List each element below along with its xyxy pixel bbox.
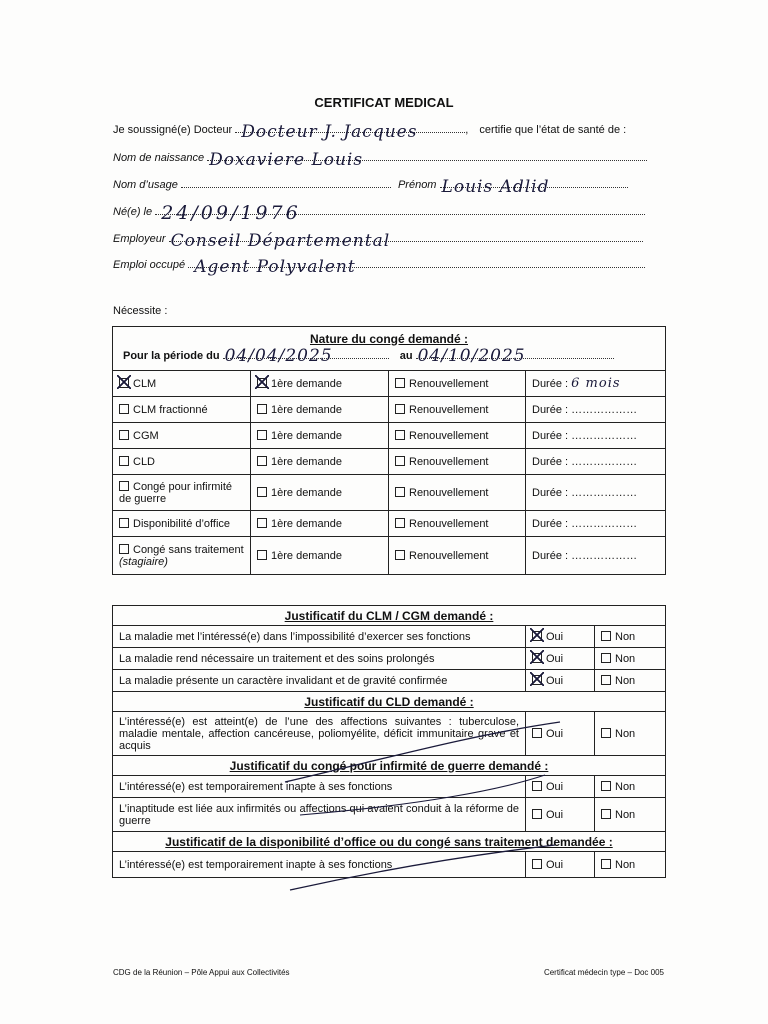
au-label: au bbox=[399, 349, 413, 362]
duree-label: Durée : bbox=[532, 455, 569, 468]
ne-value: 24/09/1976 bbox=[161, 202, 301, 224]
nom-usage-label: Nom d’usage bbox=[113, 179, 178, 191]
prenom-value: Louis Adlid bbox=[441, 177, 550, 197]
type-label: CLM bbox=[133, 377, 157, 390]
non-label: Non bbox=[615, 727, 636, 740]
demande-label: 1ère demande bbox=[271, 517, 342, 530]
justif-text: La maladie présente un caractère invalidant et de gravité confirmée bbox=[113, 670, 526, 692]
duree-value: 6 mois bbox=[571, 376, 621, 391]
duree-cell[interactable]: Durée : ……………… bbox=[526, 511, 666, 537]
duree-label: Durée : bbox=[532, 517, 569, 530]
renouvellement-label: Renouvellement bbox=[409, 517, 489, 530]
non-label: Non bbox=[615, 674, 636, 687]
justif-text: L’intéressé(e) est temporairement inapte à ses fonctions bbox=[113, 852, 526, 878]
oui-label: Oui bbox=[546, 858, 564, 871]
duree-cell[interactable]: Durée : ……………… bbox=[526, 423, 666, 449]
demande-label: 1ère demande bbox=[271, 403, 342, 416]
prenom-label: Prénom bbox=[397, 179, 437, 191]
renouvellement-label: Renouvellement bbox=[409, 549, 489, 562]
dispo-header: Justificatif de la disponibilité d’office ou du congé sans traitement demandée : bbox=[113, 832, 666, 852]
justif-text: L’inaptitude est liée aux infirmités ou affections qui avaient conduit à la réforme de guerre bbox=[113, 798, 526, 832]
duree-label: Durée : bbox=[532, 378, 569, 390]
cld-header: Justificatif du CLD demandé : bbox=[113, 692, 666, 712]
non-label: Non bbox=[615, 858, 636, 871]
ne-label: Né(e) le bbox=[113, 206, 153, 218]
employeur-label: Employeur bbox=[113, 233, 166, 245]
renouvellement-label: Renouvellement bbox=[409, 377, 489, 390]
type-sub-label: (stagiaire) bbox=[119, 555, 168, 568]
duree-label: Durée : bbox=[532, 403, 569, 416]
type-label: Congé pour infirmité de guerre bbox=[119, 480, 233, 505]
strike-stroke bbox=[290, 845, 555, 890]
nom-naissance-value: Doxaviere Louis bbox=[209, 150, 364, 170]
duree-label: Durée : bbox=[532, 486, 569, 499]
demande-label: 1ère demande bbox=[271, 455, 342, 468]
demande-label: 1ère demande bbox=[271, 549, 342, 562]
non-label: Non bbox=[615, 630, 636, 643]
oui-label: Oui bbox=[546, 780, 564, 793]
nom-naissance-label: Nom de naissance bbox=[113, 152, 205, 164]
type-label: Congé sans traitement bbox=[133, 543, 244, 556]
oui-label: Oui bbox=[546, 727, 564, 740]
duree-cell[interactable]: Durée : ……………… bbox=[526, 449, 666, 475]
non-label: Non bbox=[615, 808, 636, 821]
employeur-value: Conseil Départemental bbox=[170, 231, 391, 251]
duree-label: Durée : bbox=[532, 549, 569, 562]
periode-label: Pour la période du bbox=[123, 349, 220, 362]
conge-header: Nature du congé demandé : bbox=[309, 331, 469, 346]
type-label: Disponibilité d’office bbox=[133, 517, 231, 530]
justif-text: La maladie met l’intéressé(e) dans l’impossibilité d’exercer ses fonctions bbox=[113, 626, 526, 648]
emploi-label: Emploi occupé bbox=[113, 259, 186, 271]
footer-right: Certificat médecin type – Doc 005 bbox=[543, 968, 664, 977]
clm-header: Justificatif du CLM / CGM demandé : bbox=[113, 606, 666, 626]
docteur-line: Je soussigné(e) Docteur Docteur J. Jacques , certifie que l’état de santé de : bbox=[113, 122, 627, 142]
emploi-value: Agent Polyvalent bbox=[194, 257, 356, 277]
non-label: Non bbox=[615, 652, 636, 665]
renouvellement-label: Renouvellement bbox=[409, 429, 489, 442]
renouvellement-label: Renouvellement bbox=[409, 486, 489, 499]
duree-cell[interactable]: Durée : ……………… bbox=[526, 537, 666, 575]
demande-label: 1ère demande bbox=[271, 486, 342, 499]
necessite-label: Nécessite : bbox=[113, 305, 168, 317]
type-label: CLM fractionné bbox=[133, 403, 208, 416]
non-label: Non bbox=[615, 780, 636, 793]
guerre-header: Justificatif du congé pour infirmité de guerre demandé : bbox=[113, 756, 666, 776]
duree-cell[interactable]: Durée : ……………… bbox=[526, 475, 666, 511]
renouvellement-label: Renouvellement bbox=[409, 403, 489, 416]
demande-label: 1ère demande bbox=[271, 429, 342, 442]
oui-label: Oui bbox=[546, 652, 564, 665]
duree-label: Durée : bbox=[532, 429, 569, 442]
justif-text: L’intéressé(e) est temporairement inapte à ses fonctions bbox=[113, 776, 526, 798]
docteur-value: Docteur J. Jacques bbox=[241, 122, 418, 142]
docteur-label: Je soussigné(e) Docteur bbox=[113, 124, 233, 136]
justif-text: La maladie rend nécessaire un traitement et des soins prolongés bbox=[113, 648, 526, 670]
type-label: CLD bbox=[133, 455, 156, 468]
duree-cell[interactable]: Durée : ……………… bbox=[526, 397, 666, 423]
oui-label: Oui bbox=[546, 630, 564, 643]
demande-label: 1ère demande bbox=[271, 377, 342, 390]
justif-text: L’intéressé(e) est atteint(e) de l’une des affections suivantes : tuberculose, maladie mentale, affection cancéreuse, poliomyélite, déficit immunitaire grave et acquis bbox=[113, 712, 526, 756]
periode-du-value: 04/04/2025 bbox=[224, 345, 333, 366]
strike-stroke bbox=[285, 722, 560, 782]
certifie-text: certifie que l’état de santé de : bbox=[479, 124, 627, 136]
oui-label: Oui bbox=[546, 808, 564, 821]
periode-au-value: 04/10/2025 bbox=[417, 345, 526, 366]
oui-label: Oui bbox=[546, 674, 564, 687]
document-title: CERTIFICAT MEDICAL bbox=[314, 95, 454, 110]
type-label: CGM bbox=[133, 429, 159, 442]
renouvellement-label: Renouvellement bbox=[409, 455, 489, 468]
footer-left: CDG de la Réunion – Pôle Appui aux Collectivités bbox=[113, 968, 290, 977]
strike-stroke bbox=[300, 775, 545, 815]
